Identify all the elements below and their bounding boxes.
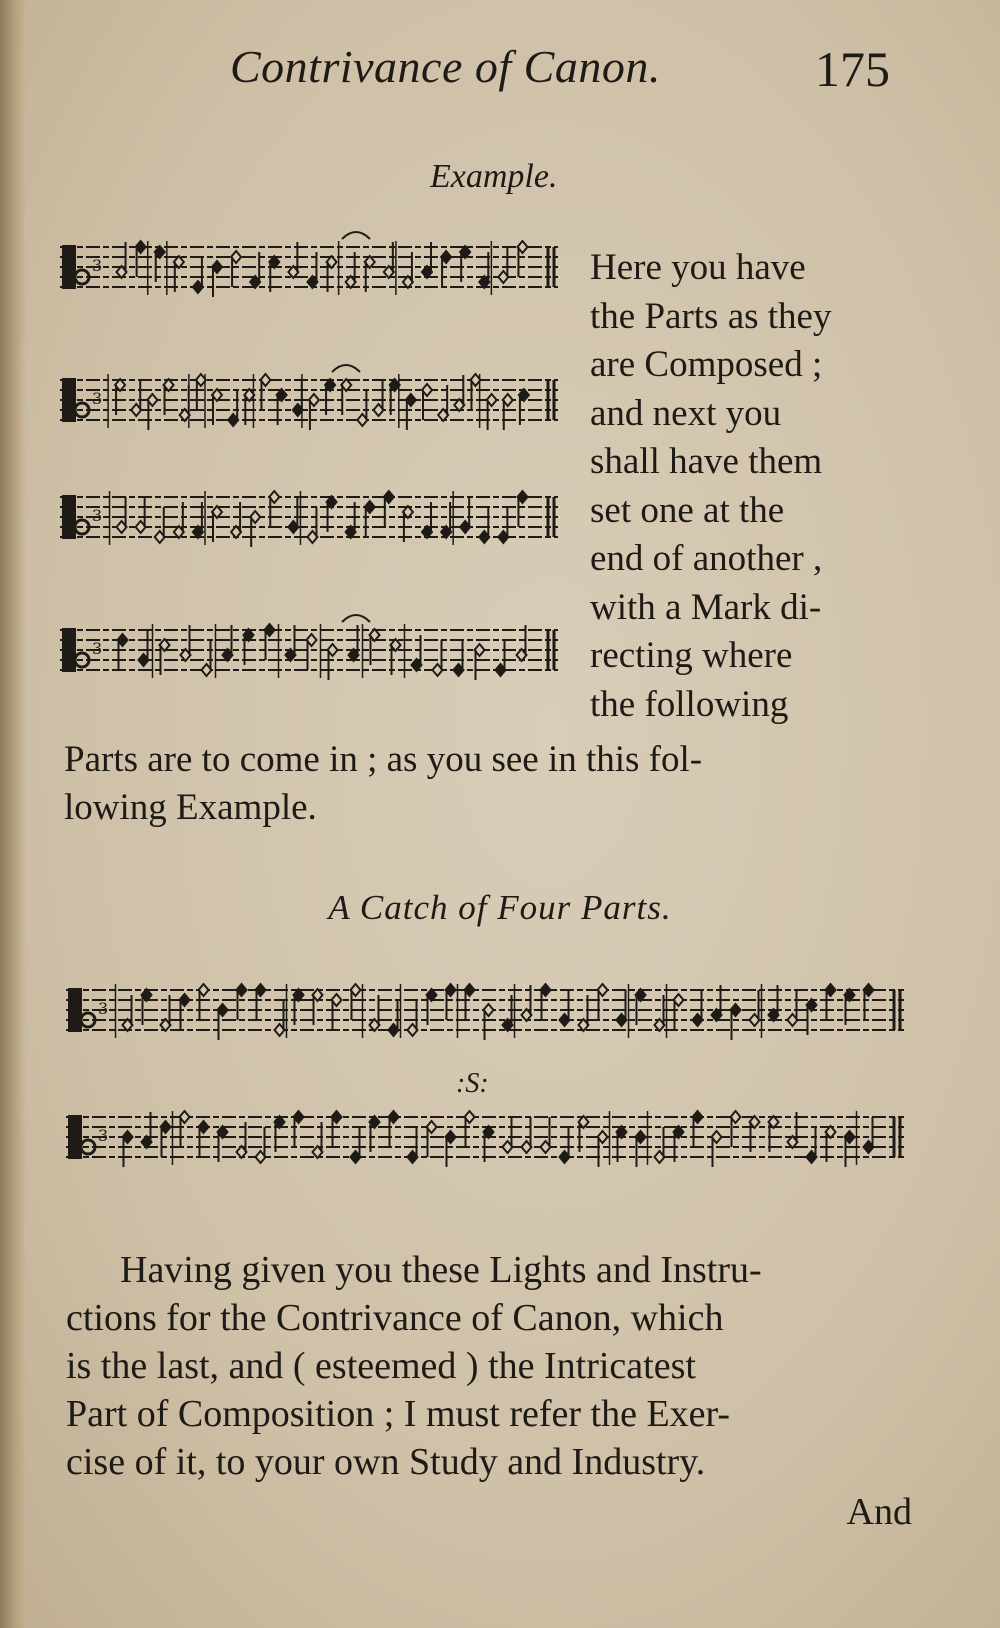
running-head: Contrivance of Canon.	[230, 41, 661, 92]
example-staff-4	[56, 600, 562, 705]
repeat-sign: :S:	[456, 1068, 489, 1099]
body-paragraph	[66, 1246, 906, 1486]
body-line: is the last, and ( esteemed ) the Intricatest	[66, 1345, 696, 1387]
side-line: recting where	[590, 635, 793, 676]
catch-staff-2	[62, 1095, 908, 1215]
continuation-paragraph	[64, 736, 898, 832]
page-header	[230, 40, 890, 110]
continuation-line: lowing Example.	[64, 787, 317, 828]
body-line: Having given you these Lights and Instru-	[120, 1249, 762, 1291]
body-line: cise of it, to your own Study and Industry.	[66, 1441, 706, 1483]
continuation-line: Parts are to come in ; as you see in this fol-	[64, 739, 703, 780]
page-number: 175	[815, 41, 890, 97]
body-line: ctions for the Contrivance of Canon, which	[66, 1297, 724, 1339]
svg-text:3: 3	[92, 256, 103, 275]
example-label: Example.	[430, 158, 558, 195]
example-staff-3	[56, 475, 562, 580]
svg-text:3: 3	[92, 639, 103, 658]
side-line: the Parts as they	[590, 295, 832, 337]
side-line: set one at the	[590, 489, 785, 531]
example-staff-2	[56, 350, 562, 455]
side-line: and next you	[590, 392, 782, 434]
svg-text:3: 3	[92, 506, 103, 525]
example-staff-1	[56, 225, 562, 330]
svg-text:3: 3	[98, 999, 109, 1018]
side-line: end of another ,	[590, 538, 823, 579]
catchword: And	[846, 1491, 912, 1533]
page-spine-shadow	[0, 0, 26, 1628]
side-line: the following	[590, 683, 789, 725]
catch-title: A Catch of Four Parts.	[328, 888, 672, 927]
svg-text:3: 3	[98, 1126, 109, 1145]
catch-staff-1	[62, 970, 908, 1065]
side-line: with a Mark di-	[590, 586, 822, 628]
svg-text:3: 3	[92, 389, 103, 408]
side-line: are Composed ;	[590, 344, 823, 385]
side-line: Here you have	[590, 247, 806, 288]
body-line: Part of Composition ; I must refer the Exer-	[66, 1393, 731, 1435]
side-line: shall have them	[590, 441, 823, 482]
side-paragraph	[590, 244, 898, 729]
